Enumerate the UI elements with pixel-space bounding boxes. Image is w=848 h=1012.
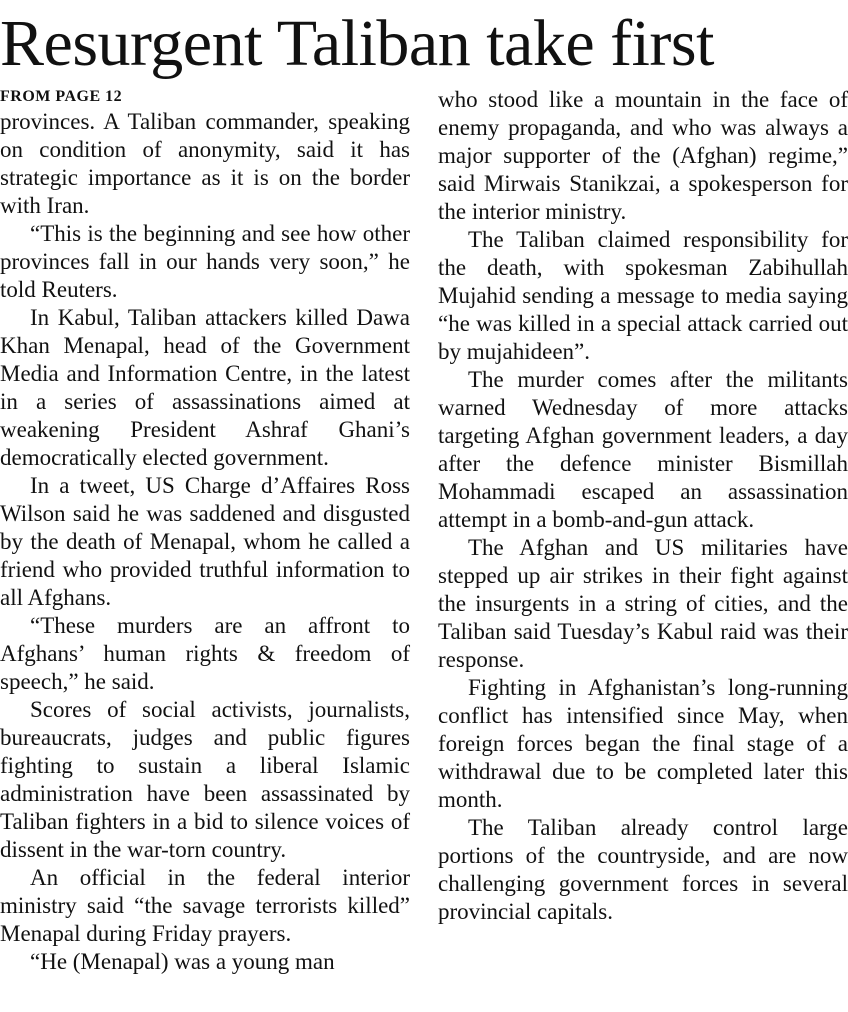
paragraph: An official in the federal interior ministry said “the savage terrorists killed” Menapal during Friday prayers. [0, 865, 410, 946]
paragraph: Scores of social activists, journalists, bureaucrats, judges and public figures fighting to sustain a liberal Islamic administration have been assassinated by Taliban fighters in a bid to silence voices of dissent in the war-torn country. [0, 697, 410, 862]
paragraph: provinces. A Taliban commander, speaking on condition of anonymity, said it has strategic importance as it is on the border with Iran. [0, 109, 410, 218]
paragraph: “This is the beginning and see how other provinces fall in our hands very soon,” he told Reuters. [0, 221, 410, 302]
paragraph: In Kabul, Taliban attackers killed Dawa Khan Menapal, head of the Government Media and Information Centre, in the latest in a series of assassinations aimed at weakening President Ashraf Ghani’s democratically elected government. [0, 305, 410, 470]
paragraph: who stood like a mountain in the face of enemy propaganda, and who was always a major supporter of the (Afghan) regime,” said Mirwais Stanikzai, a spokesperson for the interior ministry. [438, 87, 848, 224]
paragraph: The Taliban claimed responsibility for the death, with spokesman Zabihullah Mujahid sending a message to media saying “he was killed in a special attack carried out by mujahideen”. [438, 227, 848, 364]
article-headline: Resurgent Taliban take first [0, 7, 714, 80]
paragraph: “These murders are an affront to Afghans’ human rights & freedom of speech,” he said. [0, 613, 410, 694]
paragraph: The murder comes after the militants warned Wednesday of more attacks targeting Afghan government leaders, a day after the defence minister Bismillah Mohammadi escaped an assassination attempt in a bomb-and-gun attack. [438, 367, 848, 532]
paragraph: The Taliban already control large portions of the countryside, and are now challenging government forces in several provincial capitals. [438, 815, 848, 924]
article-column-right [438, 86, 848, 926]
paragraph: The Afghan and US militaries have stepped up air strikes in their fight against the insurgents in a string of cities, and the Taliban said Tuesday’s Kabul raid was their response. [438, 535, 848, 672]
paragraph: “He (Menapal) was a young man [30, 949, 335, 974]
article-column-left [0, 86, 410, 976]
paragraph: In a tweet, US Charge d’Affaires Ross Wilson said he was saddened and disgusted by the death of Menapal, whom he called a friend who provided truthful information to all Afghans. [0, 473, 410, 610]
continuation-kicker: FROM PAGE 12 [0, 88, 123, 105]
paragraph: Fighting in Afghanistan’s long-running conflict has intensified since May, when foreign forces began the final stage of a withdrawal due to be completed later this month. [438, 675, 848, 812]
